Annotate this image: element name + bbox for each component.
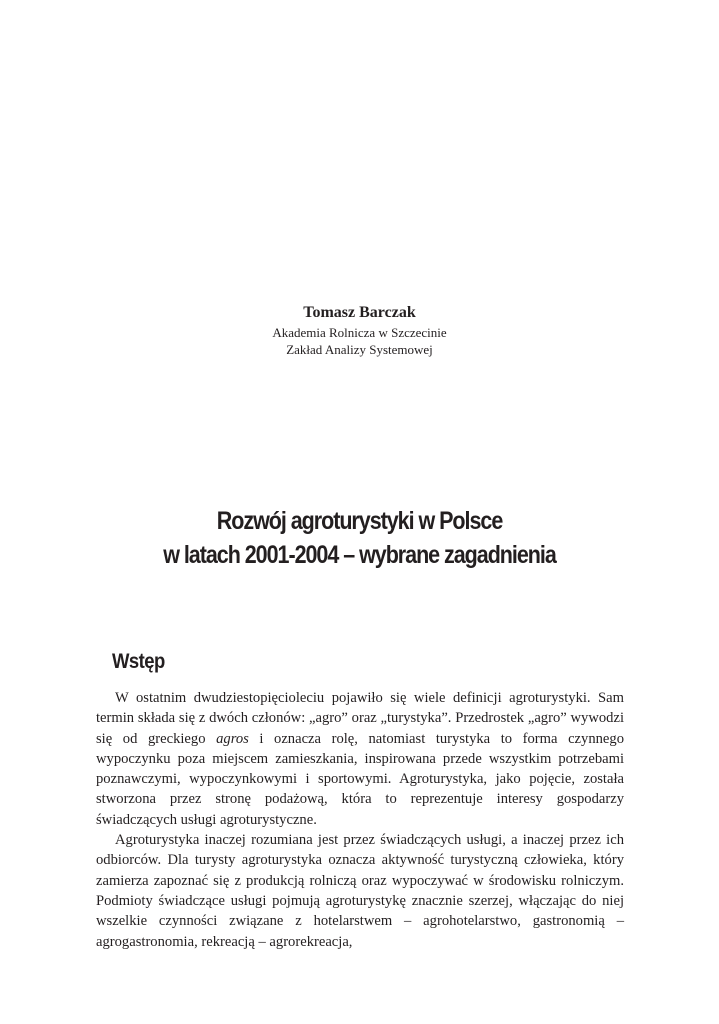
paragraph-1 — [96, 688, 624, 830]
title-line-1: Rozwój agroturystyki w Polsce — [216, 507, 503, 535]
section-heading: Wstęp — [112, 650, 165, 673]
italic-term: agros — [216, 730, 249, 747]
affiliation-institution: Akademia Rolnicza w Szczecinie — [272, 325, 447, 340]
author-name: Tomasz Barczak — [303, 304, 416, 321]
author-block — [0, 302, 719, 358]
paragraph-1-part-2: i oznacza rolę, natomiast turystyka to forma czynnego wypoczynku poza miejscem zamieszkania, inspirowana przede wszystkim potrzebami poznawczymi, wypoczynkowymi i sportowymi. Agroturystyka, jako pojęcie, została stworzona przez stronę podażową, która to reprezentuje interesy gospodarzy świadczących usługi agroturystyczne. — [96, 730, 624, 828]
paragraph-1-part-1: W ostatnim dwudziestopięcioleciu pojawiło się wiele definicji agroturystyki. Sam termin składa się z dwóch członów: „agro” oraz „turystyka”. Przedrostek „agro” wywodzi się od greckiego — [96, 690, 624, 747]
affiliation-department: Zakład Analizy Systemowej — [286, 342, 433, 357]
title-line-2: w latach 2001-2004 – wybrane zagadnienia — [163, 541, 556, 569]
body-text — [96, 688, 624, 952]
paragraph-2: Agroturystyka inaczej rozumiana jest przez świadczących usługi, a inaczej przez ich odbiorców. Dla turysty agroturystyka oznacza aktywność turystyczną człowieka, który zamierza zapoznać się z produkcją rolniczą oraz wypoczywać w środowisku rolniczym. Podmioty świadczące usługi pojmują agroturystykę znacznie szerzej, włączając do niej wszelkie czynności związane z hotelarstwem – agrohotelarstwo, gastronomią – agrogastronomia, rekreacją – agrorekreacja, — [96, 832, 624, 950]
paper-title — [0, 504, 719, 572]
